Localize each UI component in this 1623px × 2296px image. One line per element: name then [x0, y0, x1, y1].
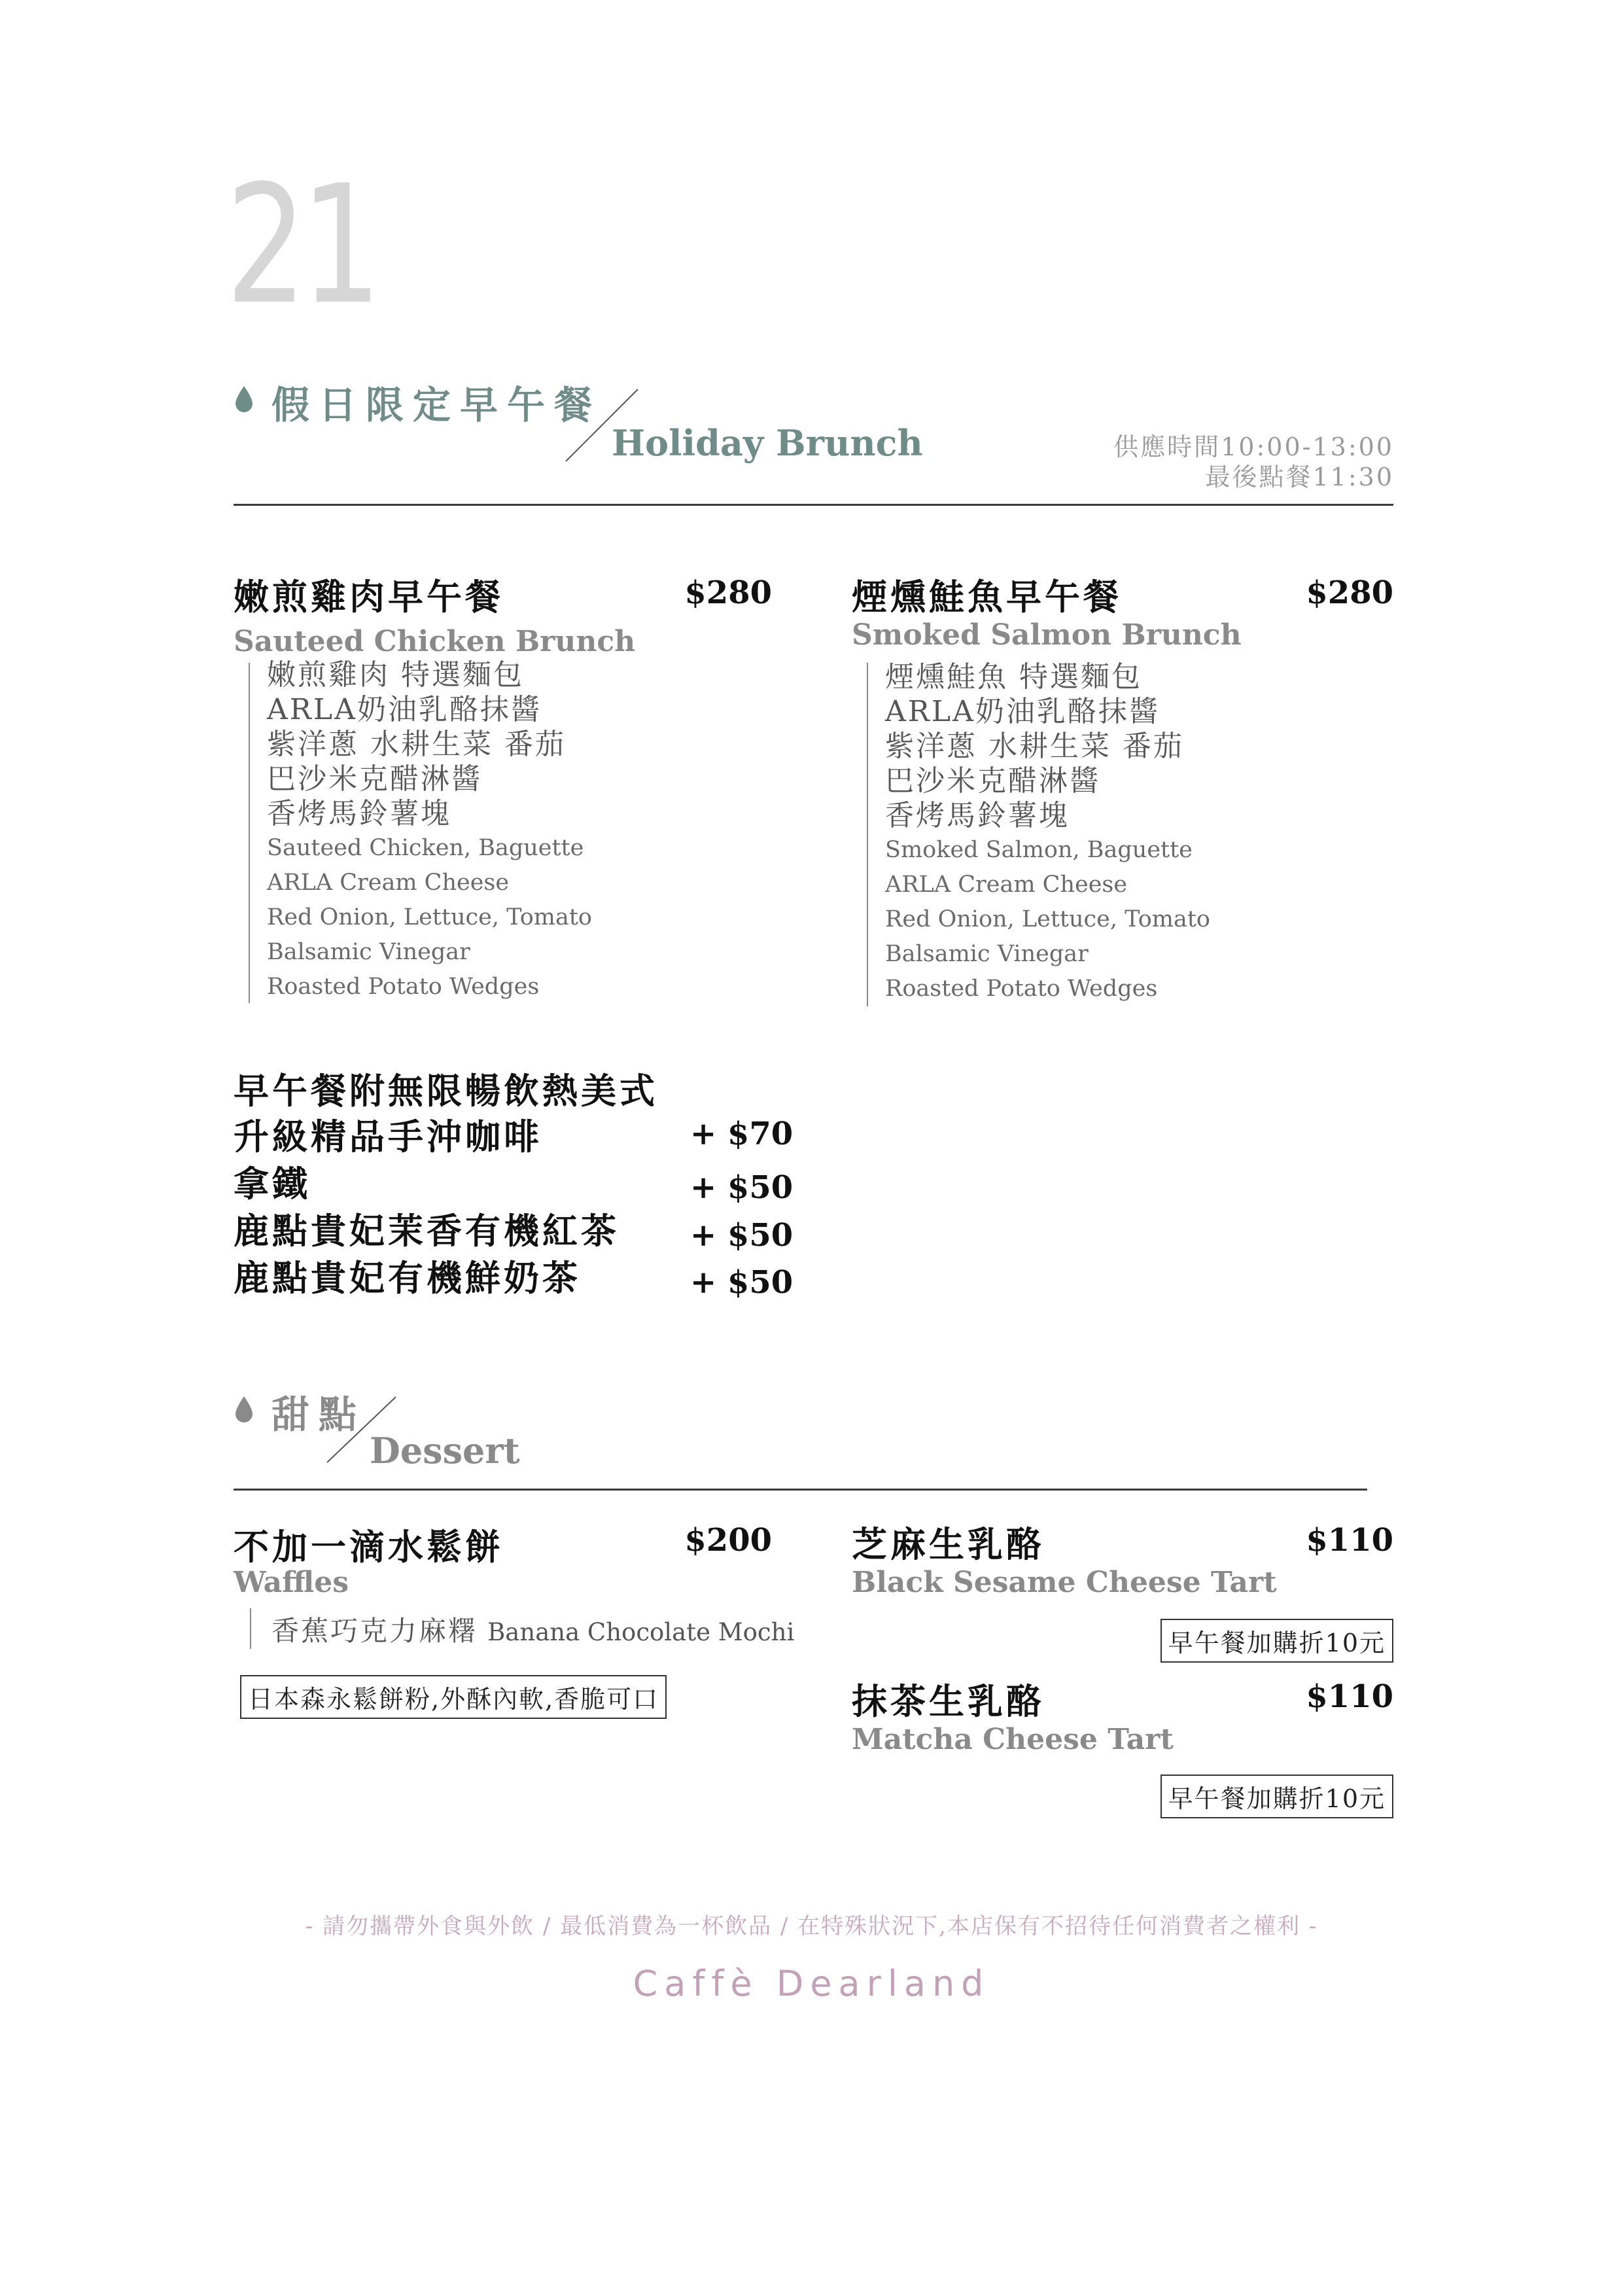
service-hours: 供應時間10:00-13:00	[1113, 433, 1394, 461]
ingredient-zh: 香烤馬鈴薯塊	[885, 799, 1070, 832]
ingredient-bar	[867, 663, 868, 1006]
option-zh: 香蕉巧克力麻糬	[271, 1615, 478, 1647]
option-en: Banana Chocolate Mochi	[487, 1618, 795, 1646]
item-name-zh: 不加一滴水鬆餅	[234, 1526, 504, 1568]
discount-badge: 早午餐加購折10元	[1161, 1775, 1393, 1818]
addon-name: 鹿點貴妃有機鮮奶茶	[234, 1257, 581, 1299]
ingredient-en: Red Onion, Lettuce, Tomato	[885, 906, 1210, 932]
section-rule	[234, 504, 1393, 506]
brand-wrap	[0, 1963, 1623, 2004]
addon-price: + $50	[690, 1264, 794, 1301]
item-name-en: Black Sesame Cheese Tart	[852, 1566, 1277, 1599]
item-name-en: Sauteed Chicken Brunch	[234, 625, 636, 658]
footer-notice-wrap	[0, 1908, 1623, 1940]
water-drop-icon	[234, 1395, 254, 1424]
ingredient-zh: 嫩煎雞肉 特選麵包	[267, 658, 524, 692]
item-name-en: Smoked Salmon Brunch	[852, 618, 1242, 652]
ingredient-en: Red Onion, Lettuce, Tomato	[267, 904, 592, 930]
ingredient-list	[267, 658, 592, 1004]
item-name-en: Waffles	[234, 1566, 349, 1599]
addon-price: + $70	[690, 1116, 794, 1152]
ingredient-en: ARLA Cream Cheese	[267, 870, 510, 896]
addon-name: 鹿點貴妃茉香有機紅茶	[234, 1210, 620, 1252]
waffle-option	[271, 1610, 794, 1649]
ingredient-en: Smoked Salmon, Baguette	[885, 837, 1193, 863]
addon-price: + $50	[690, 1217, 794, 1254]
item-name-zh: 芝麻生乳酪	[852, 1523, 1045, 1565]
ingredient-zh: 紫洋蔥 水耕生菜 番茄	[885, 730, 1184, 763]
addon-name: 拿鐵	[234, 1163, 311, 1205]
item-name-en: Matcha Cheese Tart	[852, 1723, 1174, 1756]
item-price: $280	[684, 574, 772, 611]
water-drop-icon	[234, 385, 254, 414]
item-price: $200	[684, 1522, 772, 1559]
ingredient-zh: ARLA奶油乳酪抹醬	[267, 693, 542, 726]
addon-name: 升級精品手沖咖啡	[234, 1116, 542, 1157]
item-name-zh: 煙燻鮭魚早午餐	[852, 576, 1122, 618]
ingredient-list	[885, 660, 1210, 1006]
item-name-zh: 抹茶生乳酪	[852, 1680, 1045, 1722]
ingredient-en: Balsamic Vinegar	[885, 941, 1089, 967]
footer-notice: - 請勿攜帶外食與外飲 / 最低消費為一杯飲品 / 在特殊狀況下,本店保有不招待任何消費者之權利 -	[305, 1913, 1318, 1939]
ingredient-zh: 香烤馬鈴薯塊	[267, 797, 451, 830]
ingredient-en: Roasted Potato Wedges	[267, 974, 540, 1000]
item-price: $110	[1306, 1522, 1393, 1559]
ingredient-en: Sauteed Chicken, Baguette	[267, 835, 584, 861]
ingredient-en: ARLA Cream Cheese	[885, 872, 1128, 898]
addons-heading: 早午餐附無限暢飲熱美式	[234, 1070, 658, 1112]
last-order-time: 最後點餐11:30	[1205, 463, 1394, 491]
section-title-zh: 甜點	[271, 1392, 366, 1437]
ingredient-zh: 紫洋蔥 水耕生菜 番茄	[267, 728, 566, 761]
section-rule	[234, 1489, 1367, 1491]
ingredient-bar	[249, 663, 250, 1003]
opening-hours	[1113, 432, 1394, 492]
ingredient-en: Roasted Potato Wedges	[885, 976, 1158, 1002]
item-price: $280	[1306, 574, 1393, 611]
ingredient-zh: 煙燻鮭魚 特選麵包	[885, 660, 1142, 694]
ingredient-bar	[250, 1608, 251, 1649]
item-price: $110	[1306, 1678, 1393, 1715]
ingredient-zh: 巴沙米克醋淋醬	[885, 764, 1100, 798]
waffle-note-box: 日本森永鬆餅粉,外酥內軟,香脆可口	[240, 1675, 667, 1719]
page-number: 21	[226, 150, 376, 340]
addon-price: + $50	[690, 1169, 794, 1206]
section-title-en: Dessert	[370, 1430, 520, 1472]
item-name-zh: 嫩煎雞肉早午餐	[234, 576, 504, 618]
ingredient-zh: 巴沙米克醋淋醬	[267, 762, 482, 796]
ingredient-en: Balsamic Vinegar	[267, 939, 470, 965]
ingredient-zh: ARLA奶油乳酪抹醬	[885, 695, 1160, 728]
discount-badge: 早午餐加購折10元	[1161, 1619, 1393, 1663]
brand-logo-text: Caffè Dearland	[633, 1963, 990, 2004]
section-title-en: Holiday Brunch	[612, 422, 923, 464]
section-title-zh: 假日限定早午餐	[271, 383, 602, 427]
